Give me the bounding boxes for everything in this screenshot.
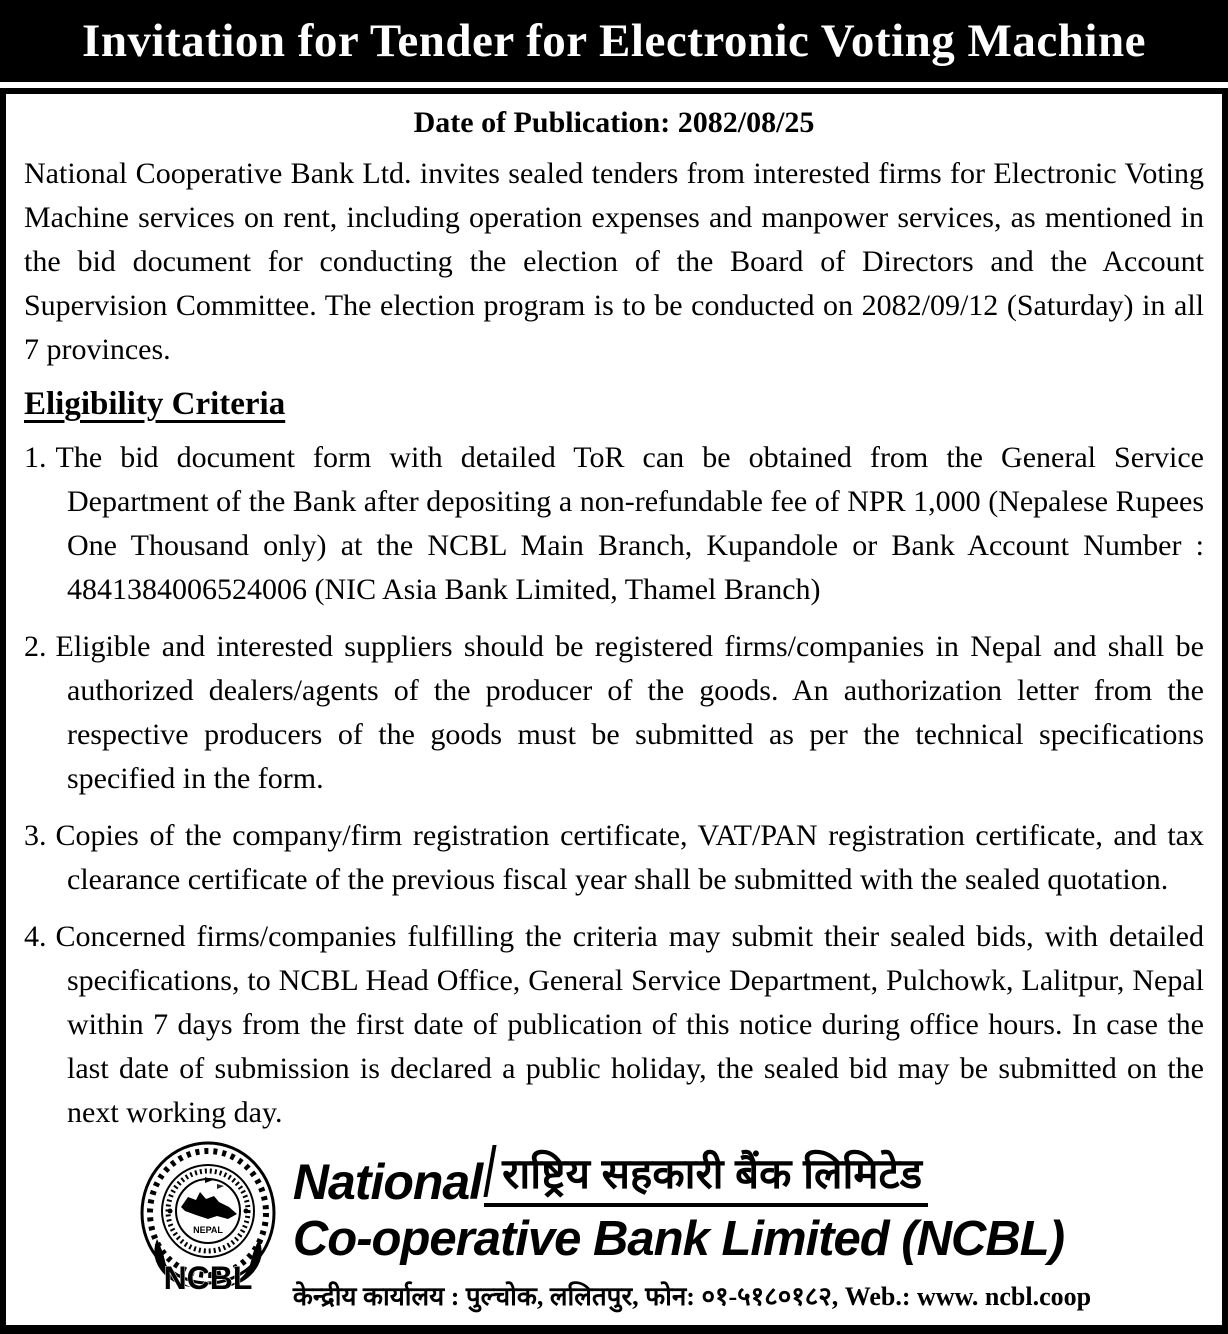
bank-name-english: National: [292, 1154, 483, 1210]
notice-body: [0, 88, 1228, 1334]
ncbl-logo-emblem: [137, 1141, 279, 1293]
bank-name-row: [292, 1145, 1091, 1210]
bank-name-english-line2: Co-operative Bank Limited (NCBL): [292, 1212, 1065, 1266]
logo-ncbl-wordmark: NCBL: [163, 1260, 253, 1293]
bank-name-nepali: राष्ट्रिय सहकारी बैंक लिमिटेड: [502, 1149, 923, 1197]
publication-date: Date of Publication: 2082/08/25: [413, 106, 815, 139]
divider-bar: [484, 1145, 497, 1197]
eligibility-item-3: [24, 814, 1204, 902]
item-number: 4.: [24, 920, 47, 953]
bank-name-nepali-group: [484, 1145, 928, 1207]
eligibility-heading: Eligibility Criteria: [24, 386, 286, 422]
item-text: Eligible and interested suppliers should be registered firms/companies in Nepal and shall be authorized dealers/agents of the producer of the goods. An authorization letter from the respective producers of the goods must be submitted as per the technical specifications specified in the form.: [55, 630, 1204, 795]
eligibility-item-1: [24, 436, 1204, 612]
notice-title: Invitation for Tender for Electronic Voting Machine: [82, 15, 1146, 67]
bank-brand-block: [293, 1139, 1091, 1313]
eligibility-item-2: [24, 625, 1204, 801]
item-text: Copies of the company/firm registration certificate, VAT/PAN registration certificate, and tax clearance certificate of the previous fiscal year shall be submitted with the sealed quotation.: [55, 819, 1204, 896]
bank-footer: [24, 1139, 1204, 1325]
notice-title-bar: [0, 0, 1228, 82]
logo-country-label: NEPAL: [192, 1225, 223, 1235]
intro-paragraph: National Cooperative Bank Ltd. invites sealed tenders from interested firms for Electronic Voting Machine services on rent, including operation expenses and manpower services, as mentioned in the bid document for conducting the election of the Board of Directors and the Account Supervision Committee. The election program is to be conducted on 2082/09/12 (Saturday) in all 7 provinces.: [24, 157, 1204, 366]
item-text: The bid document form with detailed ToR can be obtained from the General Service Department of the Bank after depositing a non-refundable fee of NPR 1,000 (Nepalese Rupees One Thousand only) at the NCBL Main Branch, Kupandole or Bank Account Number : 4841384006524006 (NIC Asia Bank Limited, Thamel Branch): [55, 441, 1204, 606]
item-number: 2.: [24, 630, 47, 663]
ncbl-logo: [137, 1141, 279, 1298]
bank-address-line: केन्द्रीय कार्यालय : पुल्चोक, ललितपुर, फोन: ०१-५१८०१८२, Web.: www. ncbl.coop: [292, 1282, 1092, 1311]
eligibility-item-4: [24, 915, 1204, 1135]
item-number: 1.: [24, 441, 47, 474]
item-text: Concerned firms/companies fulfilling the criteria may submit their sealed bids, with detailed specifications, to NCBL Head Office, General Service Department, Pulchowk, Lalitpur, Nepal within 7 days from the first date of publication of this notice during office hours. In case the last date of submission is declared a public holiday, the sealed bid may be submitted on the next working day.: [55, 920, 1204, 1129]
item-number: 3.: [24, 819, 47, 852]
